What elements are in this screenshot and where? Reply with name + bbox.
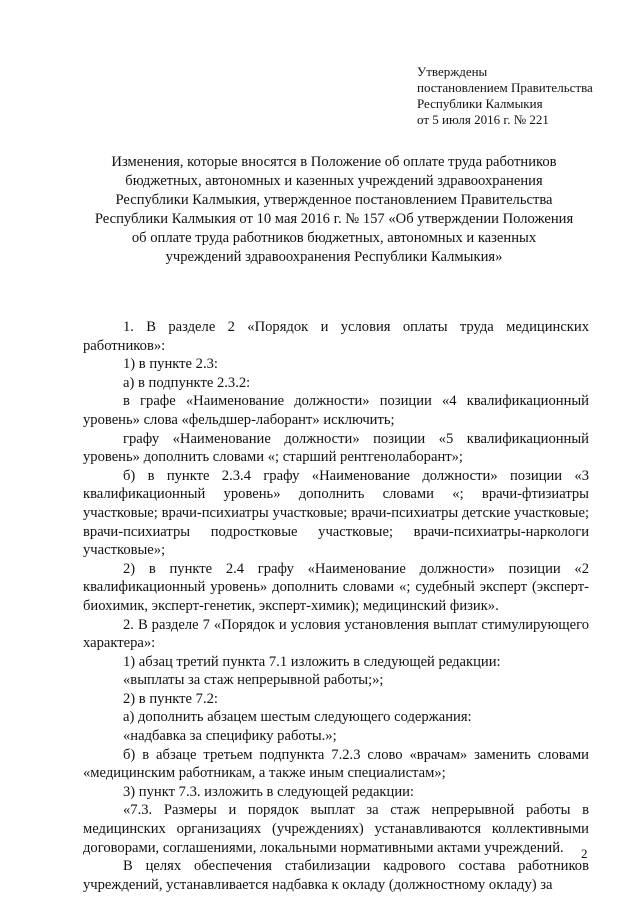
title-line: Республики Калмыкия от 10 мая 2016 г. № 157 «Об утверждении Положения: [94, 211, 574, 227]
paragraph: 1. В разделе 2 «Порядок и условия оплаты труда медицинских работников»:: [83, 319, 589, 354]
approval-line: Республики Калмыкия: [417, 96, 543, 111]
title-line: Изменения, которые вносятся в Положение об оплате труда работников: [111, 154, 557, 170]
paragraph: «7.3. Размеры и порядок выплат за стаж непрерывной работы в медицинских организациях (учреждениях) устанавливаются коллективными договорами, соглашениями, локальными нормативными актами учреждений.: [83, 802, 589, 856]
approval-block: [417, 64, 593, 128]
document-title: [60, 153, 608, 267]
paragraph: графу «Наименование должности» позиции «5 квалификационный уровень» дополнить словами «; старший рентгенолаборант»;: [83, 430, 589, 466]
paragraph: а) дополнить абзацем шестым следующего содержания:: [123, 709, 472, 726]
paragraph: 1) в пункте 2.3:: [123, 356, 218, 373]
title-line: бюджетных, автономных и казенных учреждений здравоохранения: [125, 173, 543, 189]
paragraph: 2. В разделе 7 «Порядок и условия установления выплат стимулирующего характера»:: [83, 616, 589, 652]
paragraph: «надбавка за специфику работы.»;: [123, 728, 337, 745]
paragraph: 2) в пункте 2.4 графу «Наименование должности» позиции «2 квалификационный уровень» дополнить словами «; судебный эксперт (эксперт-биохимик, эксперт-генетик, эксперт-химик); медицинский физик».: [83, 560, 589, 614]
paragraph: в графе «Наименование должности» позиции «4 квалификационный уровень» слова «фельдшер-лаборант» исключить;: [83, 393, 589, 428]
paragraph: б) в абзаце третьем подпункта 7.2.3 слово «врачам» заменить словами «медицинским работникам, а также иным специалистам»;: [83, 746, 589, 782]
title-line: об оплате труда работников бюджетных, автономных и казенных: [131, 230, 537, 246]
paragraph: 2) в пункте 7.2:: [123, 690, 218, 707]
paragraph: В целях обеспечения стабилизации кадрового состава работников учреждений, устанавливается надбавка к окладу (должностному окладу) за: [83, 858, 589, 893]
paragraph: 3) пункт 7.3. изложить в следующей редакции:: [123, 783, 414, 800]
approval-line: постановлением Правительства: [417, 80, 593, 95]
approval-line: от 5 июля 2016 г. № 221: [417, 112, 549, 127]
paragraph: 1) абзац третий пункта 7.1 изложить в следующей редакции:: [123, 653, 501, 670]
approval-line: Утверждены: [417, 64, 488, 79]
title-line: Республики Калмыкия, утвержденное постановлением Правительства: [115, 192, 553, 208]
page-number: 2: [581, 846, 588, 861]
title-line: учреждений здравоохранения Республики Калмыкия»: [165, 249, 503, 265]
paragraph: а) в подпункте 2.3.2:: [123, 374, 251, 391]
paragraph: «выплаты за стаж непрерывной работы;»;: [123, 672, 384, 689]
paragraph: б) в пункте 2.3.4 графу «Наименование должности» позиции «3 квалификационный уровень» дополнить словами «; врачи-фтизиатры участковые; врачи-психиатры участковые; врачи-психиатры детские участковые; врачи-психиатры подростковые участковые; врачи-психиатры-наркологи участковые»;: [83, 467, 589, 559]
document-body: [83, 318, 589, 894]
